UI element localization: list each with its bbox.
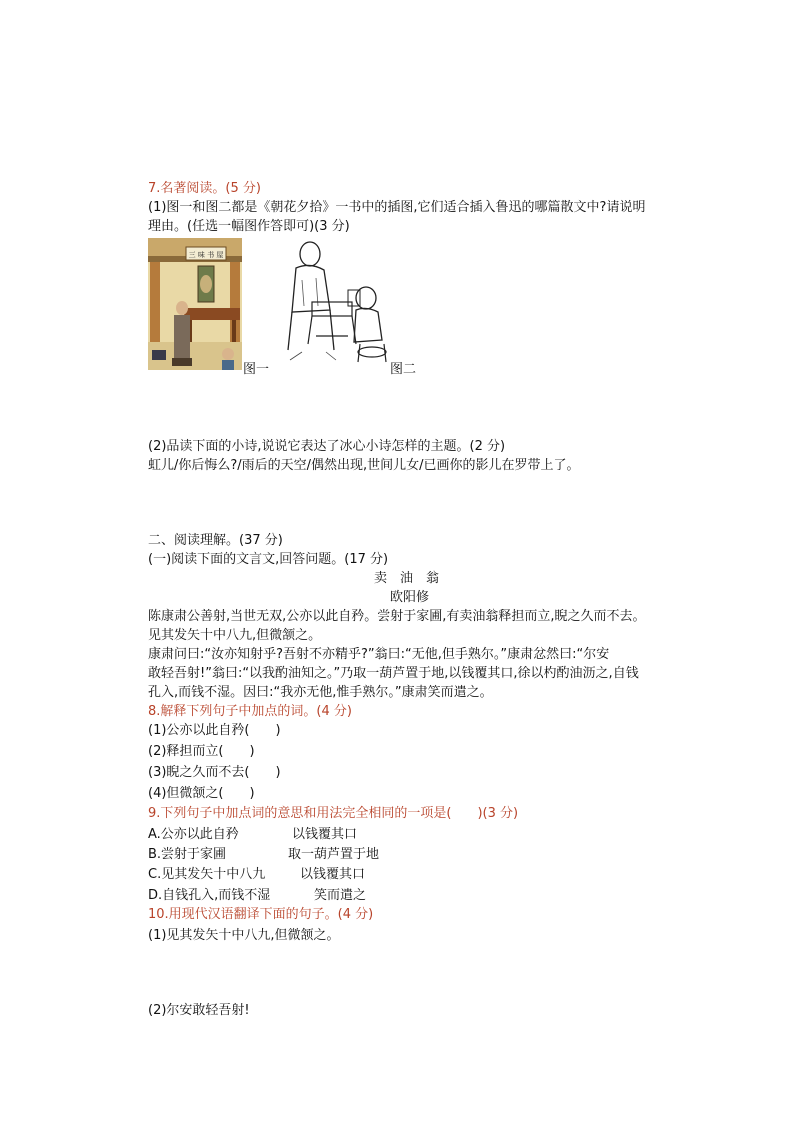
- sub-title: (一)阅读下面的文言文,回答问题。(17 分): [148, 552, 389, 567]
- figure-two-illustration: [282, 240, 390, 366]
- q8-item-3: (3)睨之久而不去( ): [148, 765, 281, 780]
- figure-one-illustration: [148, 238, 242, 370]
- fig2-caption: 图二: [390, 362, 417, 377]
- q8-item-2: (2)释担而立( ): [148, 744, 255, 759]
- q8-item-1: (1)公亦以此自矜( ): [148, 723, 281, 738]
- poem: 虹儿/你后悔么?/雨后的天空/偶然出现,世间儿女/已画你的影儿在罗带上了。: [148, 458, 580, 473]
- author: 欧阳修: [390, 590, 430, 605]
- section-title: 二、阅读理解。(37 分): [148, 533, 283, 548]
- q9-option-b: B.尝射于家圃: [148, 847, 227, 862]
- q7-2: (2)品读下面的小诗,说说它表达了冰心小诗怎样的主题。(2 分): [148, 439, 506, 454]
- q7-title: 7.名著阅读。(5 分): [148, 181, 261, 196]
- q9-option-b-compare: 取一葫芦置于地: [288, 847, 380, 862]
- q9-title: 9.下列句子中加点词的意思和用法完全相同的一项是( )(3 分): [148, 806, 519, 821]
- q9-option-c-compare: 以钱覆其口: [300, 867, 366, 882]
- q10-2: (2)尔安敢轻吾射!: [148, 1003, 250, 1018]
- classical-title: 卖 油 翁: [374, 571, 440, 586]
- fig1-sign-text: 三 味 书 屋: [188, 251, 224, 259]
- q10-1: (1)见其发矢十中八九,但微颔之。: [148, 928, 340, 943]
- passage-p2-l3: 孔入,而钱不湿。因曰:“我亦无他,惟手熟尔。”康肃笑而遣之。: [148, 685, 493, 700]
- q9-option-a-compare: 以钱覆其口: [292, 827, 358, 842]
- q9-option-d-compare: 笑而遣之: [314, 888, 367, 903]
- passage-p1-l2: 见其发矢十中八九,但微颔之。: [148, 628, 322, 643]
- q10-title: 10.用现代汉语翻译下面的句子。(4 分): [148, 907, 374, 922]
- passage-p2-l1: 康肃问曰:“汝亦知射乎?吾射不亦精乎?”翁曰:“无他,但手熟尔。”康肃忿然曰:“尔安: [148, 647, 610, 662]
- q8-title: 8.解释下列句子中加点的词。(4 分): [148, 704, 352, 719]
- q7-1-line1: (1)图一和图二都是《朝花夕拾》一书中的插图,它们适合插入鲁迅的哪篇散文中?请说明: [148, 200, 646, 215]
- q8-item-4: (4)但微颔之( ): [148, 786, 255, 801]
- fig1-caption: 图一: [243, 362, 270, 377]
- q7-1-line2: 理由。(任选一幅图作答即可)(3 分): [148, 219, 350, 234]
- q9-option-a: A.公亦以此自矜: [148, 827, 239, 842]
- q9-option-d: D.自钱孔入,而钱不湿: [148, 888, 271, 903]
- passage-p2-l2: 敢轻吾射!”翁曰:“以我酌油知之。”乃取一葫芦置于地,以钱覆其口,徐以杓酌油沥之,自钱: [148, 666, 639, 681]
- passage-p1-l1: 陈康肃公善射,当世无双,公亦以此自矜。尝射于家圃,有卖油翁释担而立,睨之久而不去。: [148, 609, 646, 624]
- q9-option-c: C.见其发矢十中八九: [148, 867, 266, 882]
